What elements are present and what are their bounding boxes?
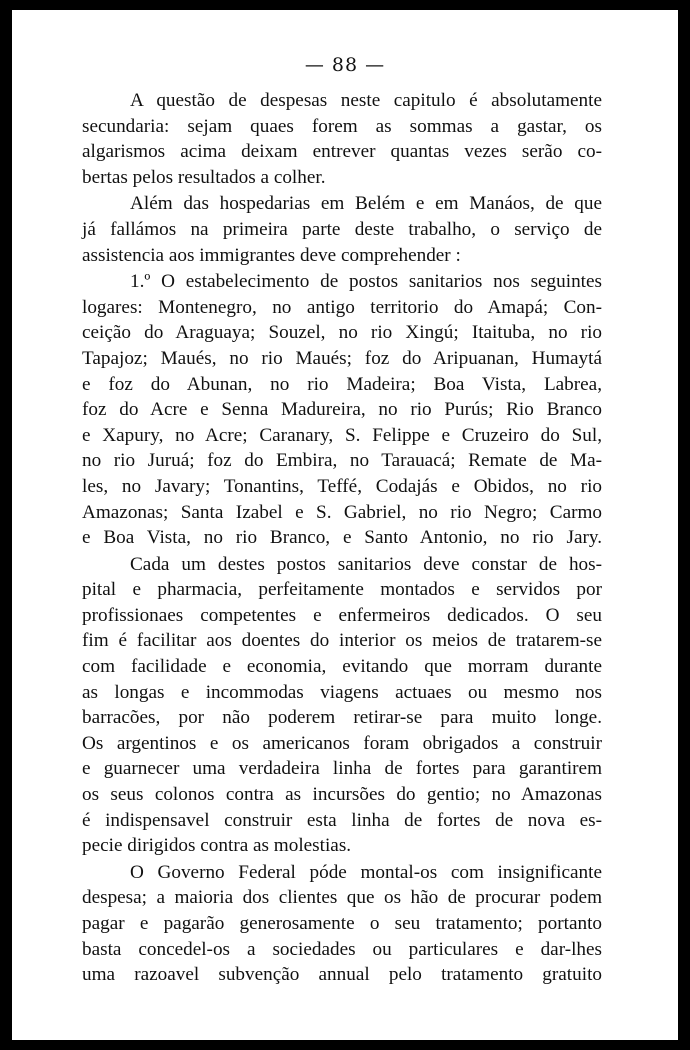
paragraph-3 [82,269,602,551]
paragraph-1 [82,88,602,190]
text-line: profissionaes competentes e enfermeiros dedicados. O seu [82,604,602,626]
body-text [82,88,602,989]
text-line: uma razoavel subvenção annual pelo tratamento gratuito [82,964,602,986]
text-line: assistencia aos immigrantes deve comprehender : [82,244,461,266]
paragraph-2 [82,191,602,268]
paragraph-4 [82,552,602,859]
text-line: e guarnecer uma verdadeira linha de fortes para garantirem [82,758,602,780]
text-line: 1.º O estabelecimento de postos sanitarios nos seguintes [130,271,602,293]
text-line: algarismos acima deixam entrever quantas vezes serão co- [82,141,602,163]
text-line: os seus colonos contra as incursões do gentio; no Amazonas [82,784,602,806]
text-line: logares: Montenegro, no antigo territorio do Amapá; Con- [82,296,602,318]
text-line: foz do Acre e Senna Madureira, no rio Purús; Rio Branco [82,399,602,421]
page-number: — 88 — [304,54,386,76]
text-line: Tapajoz; Maués, no rio Maués; foz do Aripuanan, Humaytá [82,347,602,369]
text-line: Amazonas; Santa Izabel e S. Gabriel, no rio Negro; Carmo [82,501,602,523]
text-line: les, no Javary; Tonantins, Teffé, Codajás e Obidos, no rio [82,475,602,497]
text-line: bertas pelos resultados a colher. [82,166,326,188]
text-line: e Xapury, no Acre; Caranary, S. Felippe e Cruzeiro do Sul, [82,424,602,446]
text-line: com facilidade e economia, evitando que morram durante [82,656,602,678]
text-line: basta concedel-os a sociedades ou particulares e dar-lhes [82,938,602,960]
text-line: ceição do Araguaya; Souzel, no rio Xingú; Itaituba, no rio [82,322,602,344]
text-line: no rio Juruá; foz do Embira, no Tarauacá; Remate de Ma- [82,450,602,472]
text-line: já fallámos na primeira parte deste trabalho, o serviço de [82,218,602,240]
text-line: Além das hospedarias em Belém e em Manáos, de que [130,193,602,215]
text-line: fim é facilitar aos doentes do interior os meios de tratarem-se [82,630,602,652]
text-line: O Governo Federal póde montal-os com insignificante [130,861,602,883]
text-line: e foz do Abunan, no rio Madeira; Boa Vista, Labrea, [82,373,602,395]
text-line: é indispensavel construir esta linha de fortes de nova es- [82,809,602,831]
text-line: despesa; a maioria dos clientes que os hão de procurar podem [82,887,602,909]
text-line: Cada um destes postos sanitarios deve constar de hos- [130,553,602,575]
text-line: A questão de despesas neste capitulo é absolutamente [130,90,602,111]
book-page [12,10,678,1040]
text-line: Os argentinos e os americanos foram obrigados a construir [82,732,602,754]
text-line: pagar e pagarão generosamente o seu tratamento; portanto [82,913,602,934]
text-line: as longas e incommodas viagens actuaes ou mesmo nos [82,681,602,703]
text-line: barracões, por não poderem retirar-se para muito longe. [82,707,602,729]
text-line: secundaria: sejam quaes forem as sommas a gastar, os [82,115,602,137]
text-line: pital e pharmacia, perfeitamente montados e servidos por [82,579,602,601]
text-line: e Boa Vista, no rio Branco, e Santo Antonio, no rio Jary. [82,527,602,549]
paragraph-5 [82,860,602,988]
text-line: pecie dirigidos contra as molestias. [82,835,352,857]
